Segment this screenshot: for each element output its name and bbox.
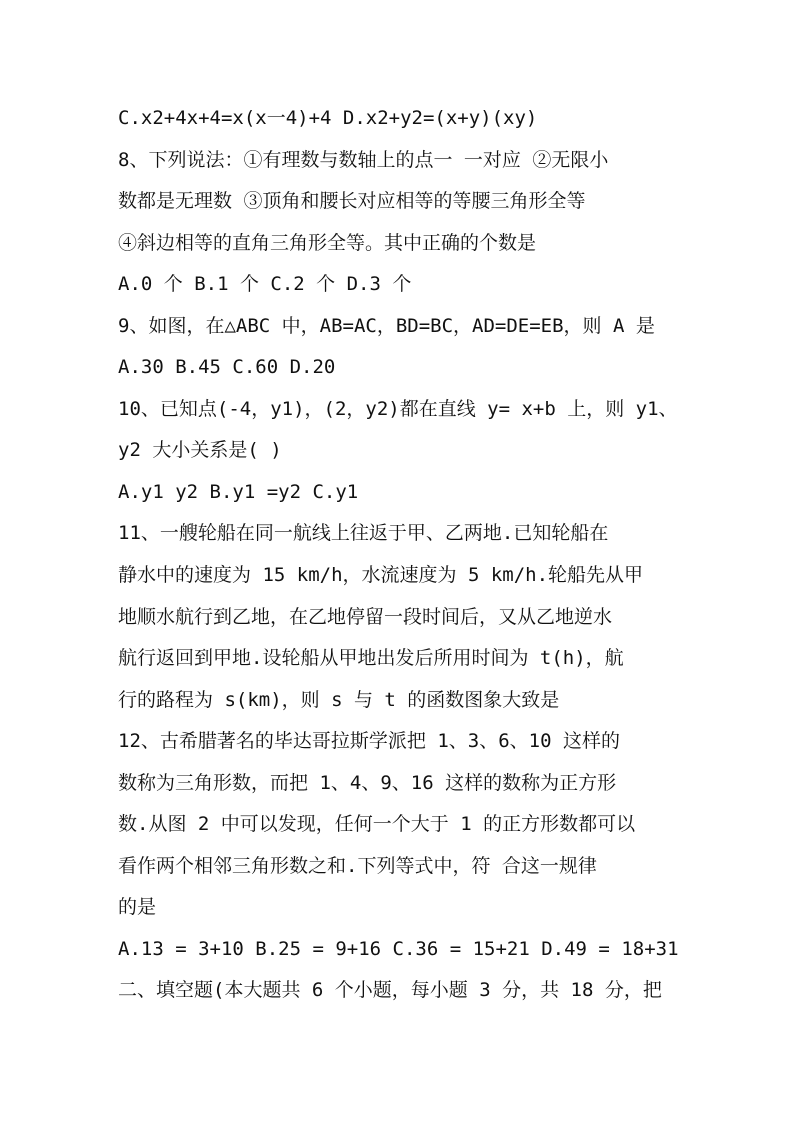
text-line-5: A.0 个 B.1 个 C.2 个 D.3 个 bbox=[118, 273, 412, 295]
text-line-9: y2 大小关系是( ) bbox=[118, 439, 282, 461]
text-line-7: A.30 B.45 C.60 D.20 bbox=[118, 356, 336, 378]
text-line-1: C.x2+4x+4=x(x一4)+4 D.x2+y2=(x+y)(xy) bbox=[118, 107, 538, 129]
text-line-3: 数都是无理数 ③顶角和腰长对应相等的等腰三角形全等 bbox=[118, 190, 586, 212]
text-line-13: 地顺水航行到乙地，在乙地停留一段时间后，又从乙地逆水 bbox=[118, 606, 613, 628]
text-line-17: 数称为三角形数，而把 1、4、9、16 这样的数称为正方形 bbox=[118, 772, 617, 794]
text-line-21: A.13 = 3+10 B.25 = 9+16 C.36 = 15+21 D.49 = 18+31 bbox=[118, 938, 679, 960]
text-line-18: 数.从图 2 中可以发现，任何一个大于 1 的正方形数都可以 bbox=[118, 813, 636, 835]
text-line-14: 航行返回到甲地.设轮船从甲地出发后所用时间为 t(h)，航 bbox=[118, 647, 624, 669]
text-line-20: 的是 bbox=[118, 896, 157, 918]
text-line-19: 看作两个相邻三角形数之和.下列等式中，符 合这一规律 bbox=[118, 855, 597, 877]
text-line-10: A.y1 y2 B.y1 =y2 C.y1 bbox=[118, 481, 359, 503]
text-line-15: 行的路程为 s(km)，则 s 与 t 的函数图象大致是 bbox=[118, 689, 560, 711]
text-line-4: ④斜边相等的直角三角形全等。其中正确的个数是 bbox=[118, 232, 537, 254]
text-line-16: 12、古希腊著名的毕达哥拉斯学派把 1、3、6、10 这样的 bbox=[118, 730, 620, 752]
text-line-8: 10、已知点(-4，y1)，(2，y2)都在直线 y= x+b 上，则 y1、 bbox=[118, 398, 678, 420]
text-line-11: 11、一艘轮船在同一航线上往返于甲、乙两地.已知轮船在 bbox=[118, 522, 609, 544]
text-line-22: 二、填空题(本大题共 6 个小题，每小题 3 分，共 18 分，把 bbox=[118, 979, 662, 1001]
text-line-2: 8、下列说法：①有理数与数轴上的点一 一对应 ②无限小 bbox=[118, 149, 609, 171]
text-line-6: 9、如图，在△ABC 中，AB=AC，BD=BC，AD=DE=EB，则 A 是 bbox=[118, 315, 655, 337]
text-line-12: 静水中的速度为 15 km/h，水流速度为 5 km/h.轮船先从甲 bbox=[118, 564, 644, 586]
